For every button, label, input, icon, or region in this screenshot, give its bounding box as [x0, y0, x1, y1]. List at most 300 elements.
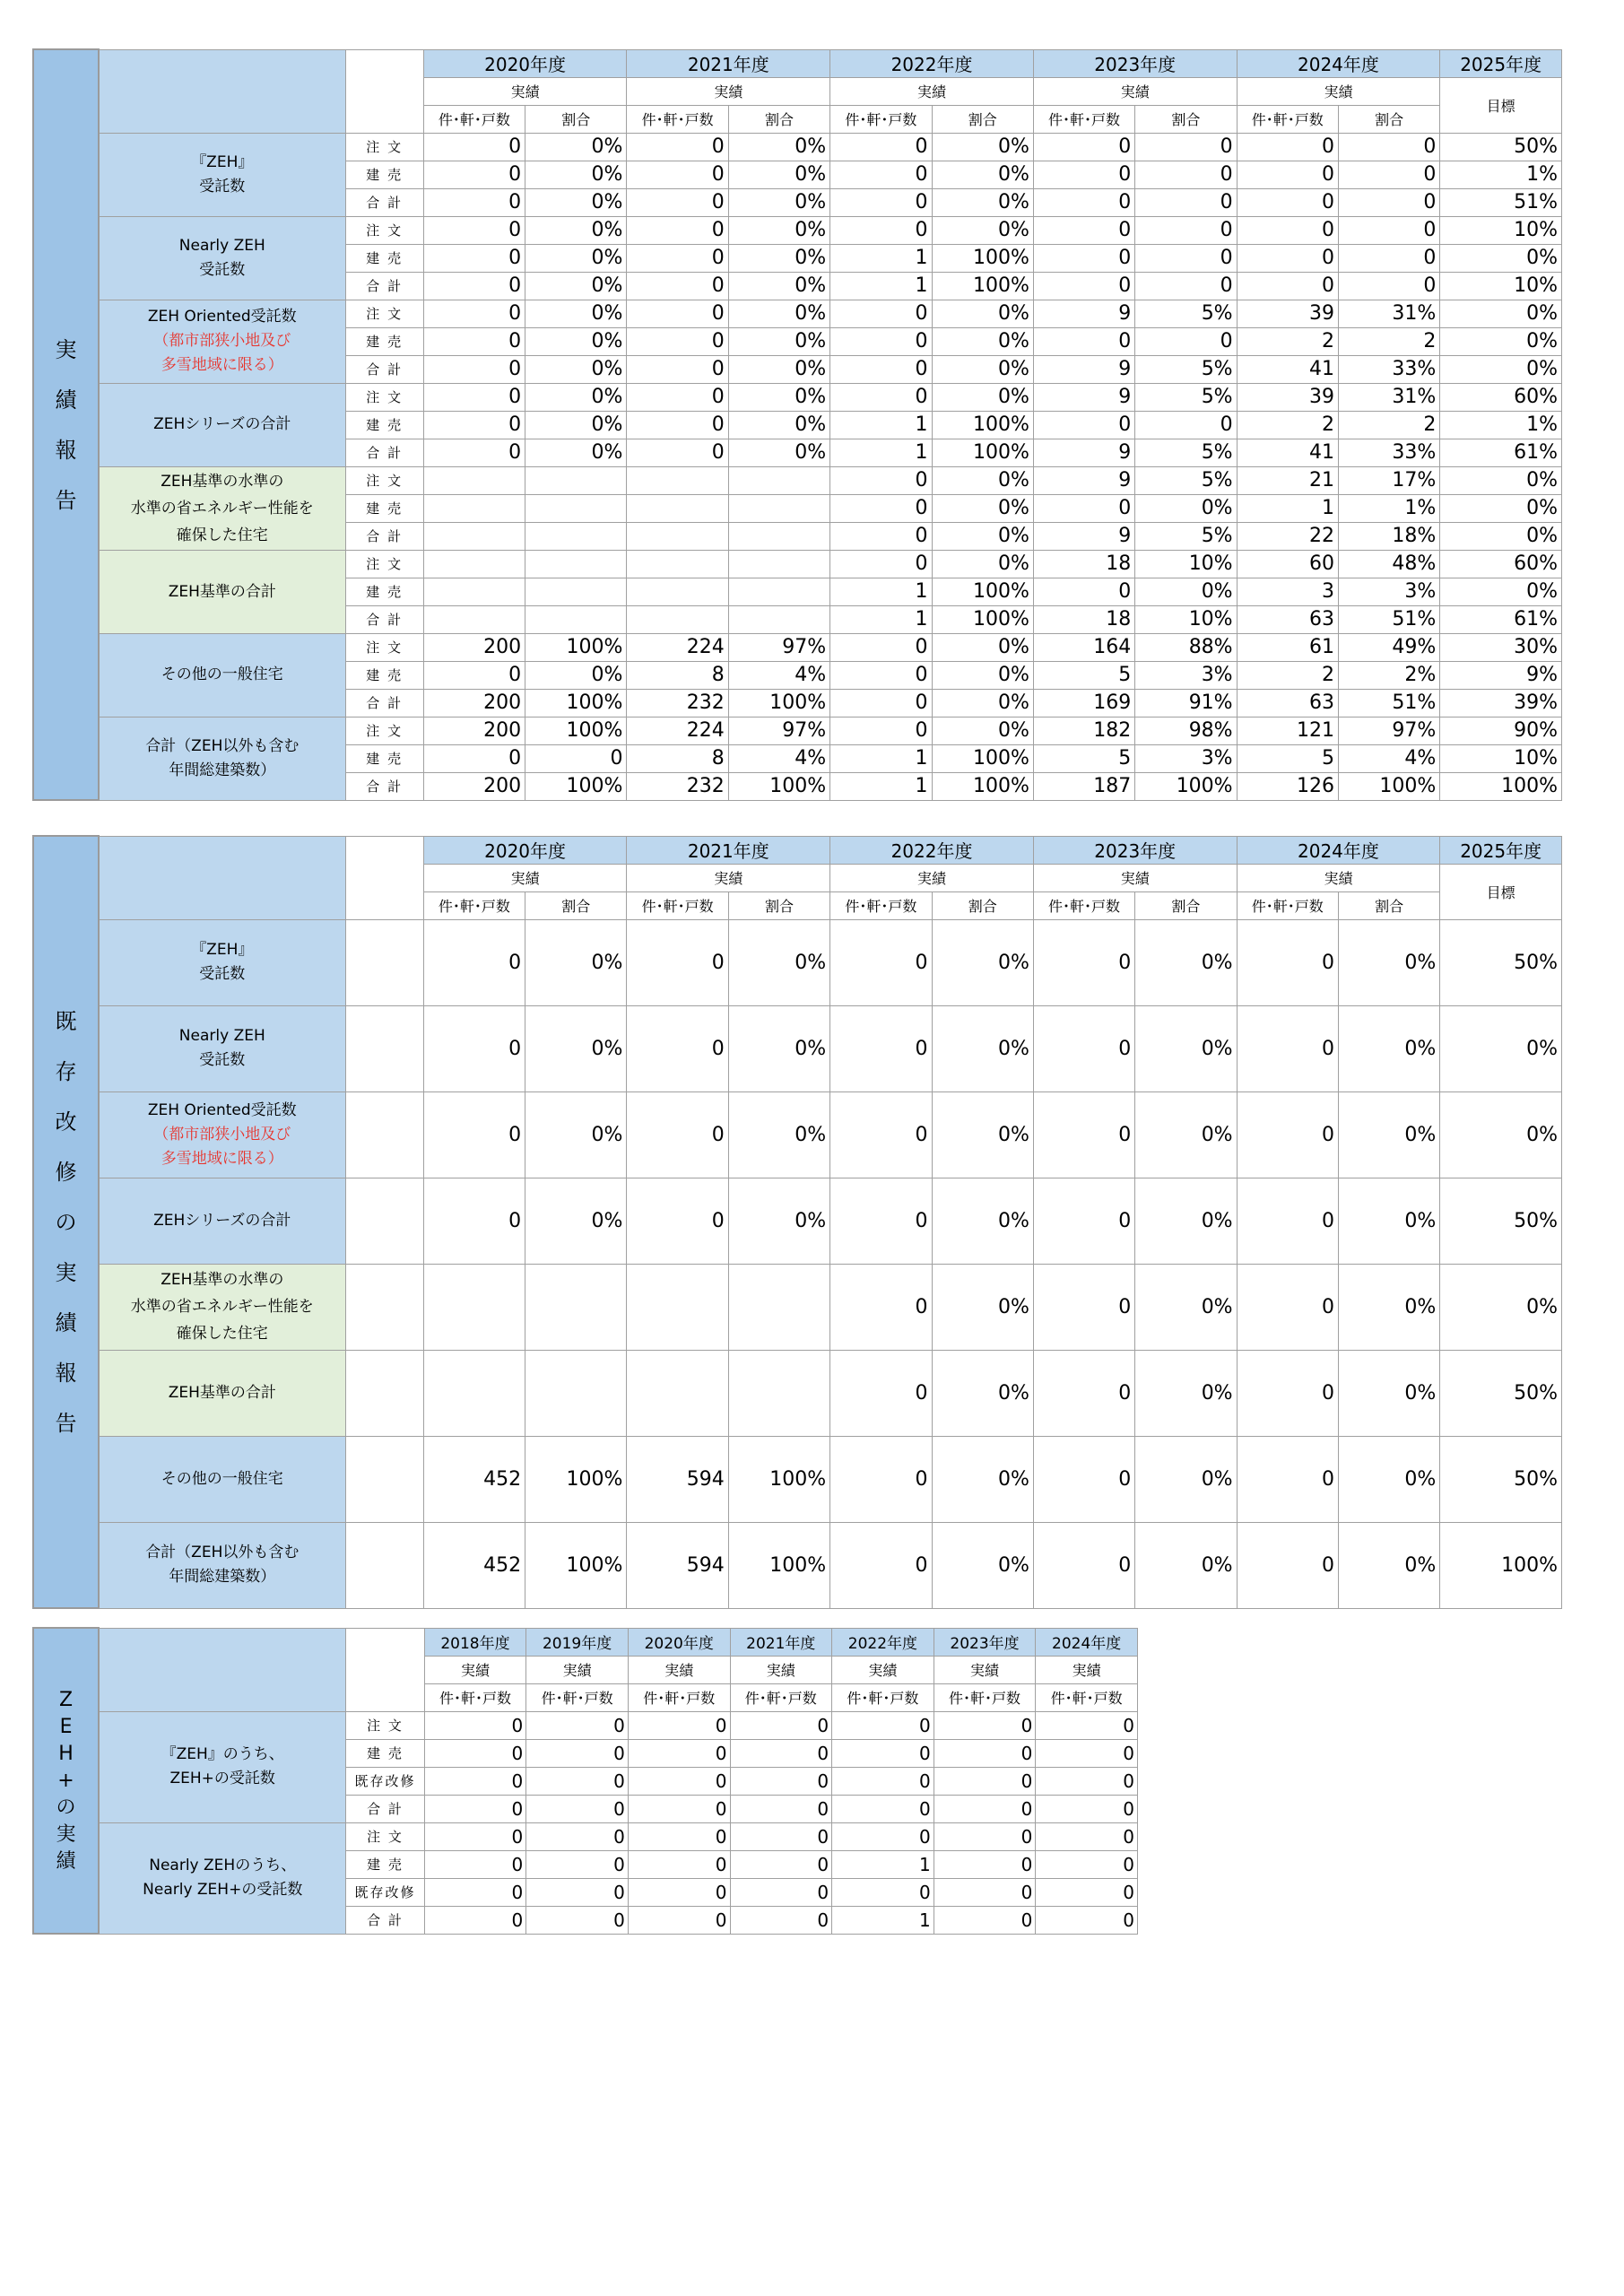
value-cell: 0	[1036, 1711, 1138, 1739]
row-label-line: 確保した住宅	[176, 526, 268, 544]
value-cell: 0%	[932, 1178, 1033, 1264]
kind-label: 合 計	[345, 188, 423, 216]
value-cell: 5	[1033, 744, 1134, 772]
value-cell: 0	[1237, 1178, 1338, 1264]
value-cell: 0%	[1135, 1350, 1237, 1436]
row-label	[99, 1822, 346, 1934]
value-cell	[423, 550, 525, 578]
kind-label: 建 売	[345, 161, 423, 188]
value-cell: 0%	[1440, 522, 1562, 550]
count-label: 件･軒･戸数	[830, 891, 932, 919]
value-cell: 0	[830, 133, 932, 161]
value-cell: 0	[1033, 272, 1134, 300]
value-cell: 0	[1033, 1178, 1134, 1264]
row-label-line: ZEH基準の水準の	[161, 472, 284, 491]
value-cell: 0%	[932, 494, 1033, 522]
value-cell: 0	[627, 355, 728, 383]
row-label	[99, 466, 345, 550]
section3-table	[32, 1627, 1138, 1935]
value-cell: 0%	[728, 188, 829, 216]
value-cell: 594	[627, 1436, 728, 1522]
value-cell: 0	[1033, 188, 1134, 216]
value-cell: 0	[1237, 272, 1338, 300]
value-cell: 1%	[1440, 411, 1562, 439]
value-cell: 1	[830, 439, 932, 466]
actual-label: 実績	[1033, 77, 1237, 105]
value-cell: 0%	[525, 411, 627, 439]
section-title-cell	[33, 1628, 99, 1934]
actual-label: 実績	[1033, 864, 1237, 891]
value-cell: 98%	[1135, 717, 1237, 744]
value-cell: 0	[1036, 1795, 1138, 1822]
value-cell: 0%	[525, 1091, 627, 1178]
value-cell: 0	[1237, 133, 1338, 161]
section-title-cell	[33, 49, 99, 800]
value-cell: 22	[1237, 522, 1338, 550]
value-cell: 1	[830, 605, 932, 633]
count-label: 件･軒･戸数	[424, 1683, 526, 1711]
value-cell: 2	[1237, 327, 1338, 355]
value-cell: 100%	[932, 578, 1033, 605]
section-title: 実 績 報 告	[55, 336, 77, 513]
value-cell: 0	[1033, 1350, 1134, 1436]
value-cell	[525, 1264, 627, 1350]
kind-blank	[345, 1350, 423, 1436]
value-cell: 0%	[1135, 1264, 1237, 1350]
kind-label: 注 文	[345, 550, 423, 578]
value-cell: 169	[1033, 689, 1134, 717]
value-cell: 0%	[932, 689, 1033, 717]
count-label: 件･軒･戸数	[526, 1683, 629, 1711]
value-cell: 0	[934, 1739, 1036, 1767]
value-cell: 0	[424, 1878, 526, 1906]
row-label-line: 受託数	[199, 177, 246, 196]
value-cell: 0	[526, 1850, 629, 1878]
value-cell: 10%	[1135, 605, 1237, 633]
value-cell: 0%	[525, 244, 627, 272]
row-label	[99, 383, 345, 466]
row-label	[99, 919, 345, 1005]
value-cell: 0%	[1135, 1436, 1237, 1522]
value-cell: 0	[830, 1005, 932, 1091]
year-header: 2018年度	[424, 1628, 526, 1656]
value-cell: 0	[423, 355, 525, 383]
year-header: 2020年度	[628, 1628, 730, 1656]
row-label-note: （都市部狭小地及び	[153, 1125, 291, 1144]
actual-label: 実績	[830, 77, 1034, 105]
value-cell: 0	[1033, 1005, 1134, 1091]
value-cell: 0	[1135, 272, 1237, 300]
value-cell: 88%	[1135, 633, 1237, 661]
value-cell: 0%	[932, 1350, 1033, 1436]
value-cell: 0%	[525, 1178, 627, 1264]
kind-label: 合 計	[345, 355, 423, 383]
value-cell: 0	[526, 1878, 629, 1906]
value-cell: 224	[627, 717, 728, 744]
value-cell: 0	[1033, 1436, 1134, 1522]
value-cell: 1	[830, 272, 932, 300]
value-cell: 1%	[1440, 161, 1562, 188]
value-cell: 0	[830, 661, 932, 689]
value-cell: 50%	[1440, 1436, 1562, 1522]
value-cell: 5%	[1135, 300, 1237, 327]
year-header: 2022年度	[832, 1628, 934, 1656]
value-cell: 0%	[932, 522, 1033, 550]
value-cell: 0	[832, 1795, 934, 1822]
value-cell	[728, 550, 829, 578]
value-cell: 0%	[1338, 919, 1439, 1005]
value-cell: 0	[1338, 216, 1439, 244]
kind-label: 注 文	[345, 300, 423, 327]
value-cell: 0%	[525, 161, 627, 188]
kind-label: 合 計	[345, 522, 423, 550]
value-cell: 0	[628, 1711, 730, 1739]
row-label	[99, 1264, 345, 1350]
value-cell: 1	[832, 1906, 934, 1934]
value-cell: 232	[627, 772, 728, 800]
value-cell: 0	[627, 919, 728, 1005]
value-cell: 0%	[932, 300, 1033, 327]
row-label-note: （都市部狭小地及び	[153, 332, 291, 350]
value-cell: 0	[934, 1878, 1036, 1906]
value-cell: 0	[1033, 133, 1134, 161]
header-blank	[345, 836, 423, 919]
value-cell: 0%	[728, 1178, 829, 1264]
value-cell: 0	[830, 1264, 932, 1350]
value-cell: 0	[526, 1739, 629, 1767]
value-cell: 0	[423, 272, 525, 300]
row-label-line: 『ZEH』のうち、	[161, 1745, 284, 1763]
kind-blank	[345, 919, 423, 1005]
row-label-line: 確保した住宅	[176, 1325, 268, 1343]
value-cell: 0%	[728, 216, 829, 244]
value-cell: 0	[830, 216, 932, 244]
value-cell: 39	[1237, 300, 1338, 327]
value-cell	[525, 1350, 627, 1436]
value-cell: 31%	[1338, 383, 1439, 411]
row-label-line: Nearly ZEHのうち、	[149, 1857, 297, 1874]
value-cell: 0	[830, 300, 932, 327]
value-cell: 3	[1237, 578, 1338, 605]
value-cell: 100%	[932, 244, 1033, 272]
value-cell: 4%	[1338, 744, 1439, 772]
value-cell: 0%	[1440, 244, 1562, 272]
value-cell	[627, 578, 728, 605]
value-cell: 5%	[1135, 466, 1237, 494]
value-cell: 9	[1033, 383, 1134, 411]
value-cell: 0%	[1338, 1350, 1439, 1436]
count-label: 件･軒･戸数	[1237, 891, 1338, 919]
value-cell: 5%	[1135, 355, 1237, 383]
year-header: 2020年度	[423, 49, 627, 77]
kind-label: 注 文	[345, 466, 423, 494]
value-cell	[423, 494, 525, 522]
count-label: 件･軒･戸数	[1033, 891, 1134, 919]
year-header: 2021年度	[627, 49, 830, 77]
year-header: 2021年度	[627, 836, 830, 864]
value-cell	[525, 550, 627, 578]
value-cell: 1	[830, 744, 932, 772]
row-label-line: その他の一般住宅	[161, 1469, 283, 1488]
value-cell: 51%	[1338, 605, 1439, 633]
value-cell: 0%	[728, 300, 829, 327]
value-cell: 1	[830, 772, 932, 800]
value-cell: 0%	[728, 439, 829, 466]
header-blank	[345, 49, 423, 133]
value-cell: 0%	[1440, 1005, 1562, 1091]
value-cell: 0%	[1440, 1264, 1562, 1350]
count-label: 件･軒･戸数	[627, 105, 728, 133]
actual-label: 実績	[730, 1656, 832, 1683]
value-cell: 0%	[932, 1264, 1033, 1350]
value-cell: 0	[730, 1795, 832, 1822]
actual-label: 実績	[934, 1656, 1036, 1683]
value-cell: 0%	[525, 661, 627, 689]
value-cell: 200	[423, 717, 525, 744]
value-cell: 21	[1237, 466, 1338, 494]
kind-blank	[345, 1264, 423, 1350]
value-cell: 50%	[1440, 133, 1562, 161]
year-header: 2023年度	[934, 1628, 1036, 1656]
value-cell: 0	[730, 1878, 832, 1906]
value-cell: 0	[1036, 1739, 1138, 1767]
value-cell: 0%	[728, 1091, 829, 1178]
value-cell: 0	[1033, 411, 1134, 439]
value-cell: 0	[730, 1767, 832, 1795]
value-cell: 0	[424, 1767, 526, 1795]
value-cell	[627, 1264, 728, 1350]
value-cell: 0	[934, 1850, 1036, 1878]
row-label	[99, 550, 345, 633]
value-cell: 452	[423, 1522, 525, 1608]
value-cell: 0	[1237, 1522, 1338, 1608]
value-cell: 10%	[1440, 272, 1562, 300]
value-cell: 0	[1237, 1005, 1338, 1091]
kind-label: 注 文	[346, 1711, 424, 1739]
value-cell: 0	[423, 216, 525, 244]
value-cell: 1	[830, 578, 932, 605]
count-label: 件･軒･戸数	[1237, 105, 1338, 133]
value-cell: 0	[1033, 578, 1134, 605]
kind-label: 注 文	[345, 383, 423, 411]
section1-table	[32, 48, 1562, 801]
kind-blank	[345, 1091, 423, 1178]
value-cell: 0	[1135, 188, 1237, 216]
row-label-line: Nearly ZEH	[178, 236, 265, 255]
kind-label: 建 売	[346, 1850, 424, 1878]
value-cell: 31%	[1338, 300, 1439, 327]
value-cell: 100%	[932, 272, 1033, 300]
value-cell: 0	[526, 1822, 629, 1850]
value-cell: 100%	[932, 605, 1033, 633]
value-cell: 97%	[728, 633, 829, 661]
row-label-line: 『ZEH』	[191, 941, 254, 959]
ratio-label: 割合	[932, 105, 1033, 133]
value-cell: 0	[628, 1739, 730, 1767]
value-cell: 0	[934, 1822, 1036, 1850]
value-cell: 0	[830, 1178, 932, 1264]
value-cell: 0	[1135, 133, 1237, 161]
value-cell: 0	[627, 161, 728, 188]
kind-label: 建 売	[345, 327, 423, 355]
value-cell: 100%	[525, 1436, 627, 1522]
kind-label: 建 売	[345, 661, 423, 689]
row-label	[99, 1522, 345, 1608]
value-cell: 0	[934, 1906, 1036, 1934]
value-cell: 232	[627, 689, 728, 717]
value-cell: 0	[1135, 327, 1237, 355]
value-cell: 5%	[1135, 522, 1237, 550]
value-cell: 0	[1033, 1522, 1134, 1608]
value-cell: 8	[627, 661, 728, 689]
value-cell: 60	[1237, 550, 1338, 578]
value-cell: 51%	[1338, 689, 1439, 717]
year-header: 2024年度	[1237, 49, 1440, 77]
row-label-line: 受託数	[199, 260, 246, 279]
value-cell: 5%	[1135, 439, 1237, 466]
value-cell: 0%	[728, 919, 829, 1005]
value-cell: 0	[832, 1878, 934, 1906]
value-cell	[525, 605, 627, 633]
value-cell: 0	[1237, 1436, 1338, 1522]
value-cell: 0	[628, 1822, 730, 1850]
value-cell: 0%	[1440, 327, 1562, 355]
value-cell: 0	[627, 1178, 728, 1264]
actual-label: 実績	[526, 1656, 629, 1683]
value-cell: 0	[526, 1767, 629, 1795]
value-cell: 0	[627, 383, 728, 411]
value-cell: 0%	[1338, 1005, 1439, 1091]
value-cell: 0	[525, 744, 627, 772]
value-cell: 0%	[728, 411, 829, 439]
value-cell: 41	[1237, 439, 1338, 466]
row-label-line: 『ZEH』	[191, 152, 254, 171]
value-cell: 0	[830, 550, 932, 578]
value-cell: 0%	[728, 244, 829, 272]
section-title: Z E H + の 実 績	[56, 1688, 76, 1873]
value-cell: 0	[830, 494, 932, 522]
value-cell: 4%	[728, 744, 829, 772]
value-cell	[728, 1264, 829, 1350]
value-cell: 0%	[932, 1005, 1033, 1091]
value-cell: 1%	[1338, 494, 1439, 522]
row-label-line: ZEH基準の水準の	[161, 1271, 284, 1289]
value-cell: 50%	[1440, 1350, 1562, 1436]
value-cell: 0	[1237, 161, 1338, 188]
row-label-line: 受託数	[199, 1051, 246, 1069]
year-header: 2023年度	[1033, 836, 1237, 864]
value-cell: 0	[627, 188, 728, 216]
value-cell: 200	[423, 633, 525, 661]
value-cell: 0%	[1338, 1091, 1439, 1178]
value-cell	[423, 1264, 525, 1350]
value-cell: 0	[1033, 244, 1134, 272]
value-cell: 0%	[932, 355, 1033, 383]
value-cell: 0	[832, 1711, 934, 1739]
value-cell	[525, 578, 627, 605]
value-cell: 33%	[1338, 355, 1439, 383]
actual-label: 実績	[627, 864, 830, 891]
year-header: 2022年度	[830, 49, 1034, 77]
kind-label: 合 計	[345, 272, 423, 300]
value-cell: 0%	[728, 161, 829, 188]
year-header: 2021年度	[730, 1628, 832, 1656]
ratio-label: 割合	[525, 891, 627, 919]
value-cell	[728, 1350, 829, 1436]
value-cell: 0	[424, 1739, 526, 1767]
value-cell: 0	[1237, 1264, 1338, 1350]
ratio-label: 割合	[1135, 105, 1237, 133]
row-label-note: 多雪地域に限る）	[161, 356, 283, 374]
header-blank	[99, 1628, 346, 1711]
value-cell: 0%	[1338, 1522, 1439, 1608]
value-cell: 2	[1237, 661, 1338, 689]
value-cell: 0%	[1338, 1436, 1439, 1522]
count-label: 件･軒･戸数	[423, 105, 525, 133]
value-cell	[627, 494, 728, 522]
kind-label: 注 文	[345, 633, 423, 661]
value-cell: 182	[1033, 717, 1134, 744]
value-cell: 18%	[1338, 522, 1439, 550]
kind-label: 建 売	[345, 411, 423, 439]
value-cell: 0	[628, 1767, 730, 1795]
value-cell: 0	[423, 161, 525, 188]
value-cell: 0	[830, 919, 932, 1005]
value-cell: 0	[423, 661, 525, 689]
value-cell: 0	[627, 272, 728, 300]
value-cell: 0%	[1135, 494, 1237, 522]
value-cell: 0%	[728, 1005, 829, 1091]
row-label-line: ZEHシリーズの合計	[153, 1211, 291, 1230]
value-cell	[423, 522, 525, 550]
ratio-label: 割合	[1338, 105, 1439, 133]
value-cell: 0%	[1440, 355, 1562, 383]
kind-label: 注 文	[346, 1822, 424, 1850]
value-cell: 41	[1237, 355, 1338, 383]
value-cell: 0	[1237, 1091, 1338, 1178]
row-label-line: ZEHシリーズの合計	[153, 415, 291, 433]
kind-label: 既存改修	[346, 1878, 424, 1906]
value-cell	[423, 1350, 525, 1436]
value-cell: 0	[423, 411, 525, 439]
header-blank	[99, 836, 345, 919]
value-cell: 0	[1036, 1767, 1138, 1795]
value-cell: 5%	[1135, 383, 1237, 411]
value-cell: 0%	[932, 661, 1033, 689]
value-cell	[627, 550, 728, 578]
value-cell: 0	[627, 1091, 728, 1178]
value-cell: 0%	[932, 133, 1033, 161]
year-header: 2019年度	[526, 1628, 629, 1656]
value-cell	[627, 466, 728, 494]
value-cell	[627, 522, 728, 550]
actual-label: 実績	[1237, 864, 1440, 891]
value-cell: 0	[627, 327, 728, 355]
value-cell: 0	[934, 1767, 1036, 1795]
value-cell: 0%	[932, 633, 1033, 661]
value-cell: 0	[628, 1878, 730, 1906]
value-cell	[728, 522, 829, 550]
value-cell: 0	[1338, 161, 1439, 188]
value-cell: 10%	[1440, 744, 1562, 772]
value-cell: 0%	[1440, 494, 1562, 522]
value-cell: 0%	[1440, 1091, 1562, 1178]
value-cell: 0%	[1338, 1264, 1439, 1350]
actual-label: 実績	[1036, 1656, 1138, 1683]
value-cell: 2	[1237, 411, 1338, 439]
value-cell: 100%	[1440, 772, 1562, 800]
value-cell: 0%	[525, 133, 627, 161]
